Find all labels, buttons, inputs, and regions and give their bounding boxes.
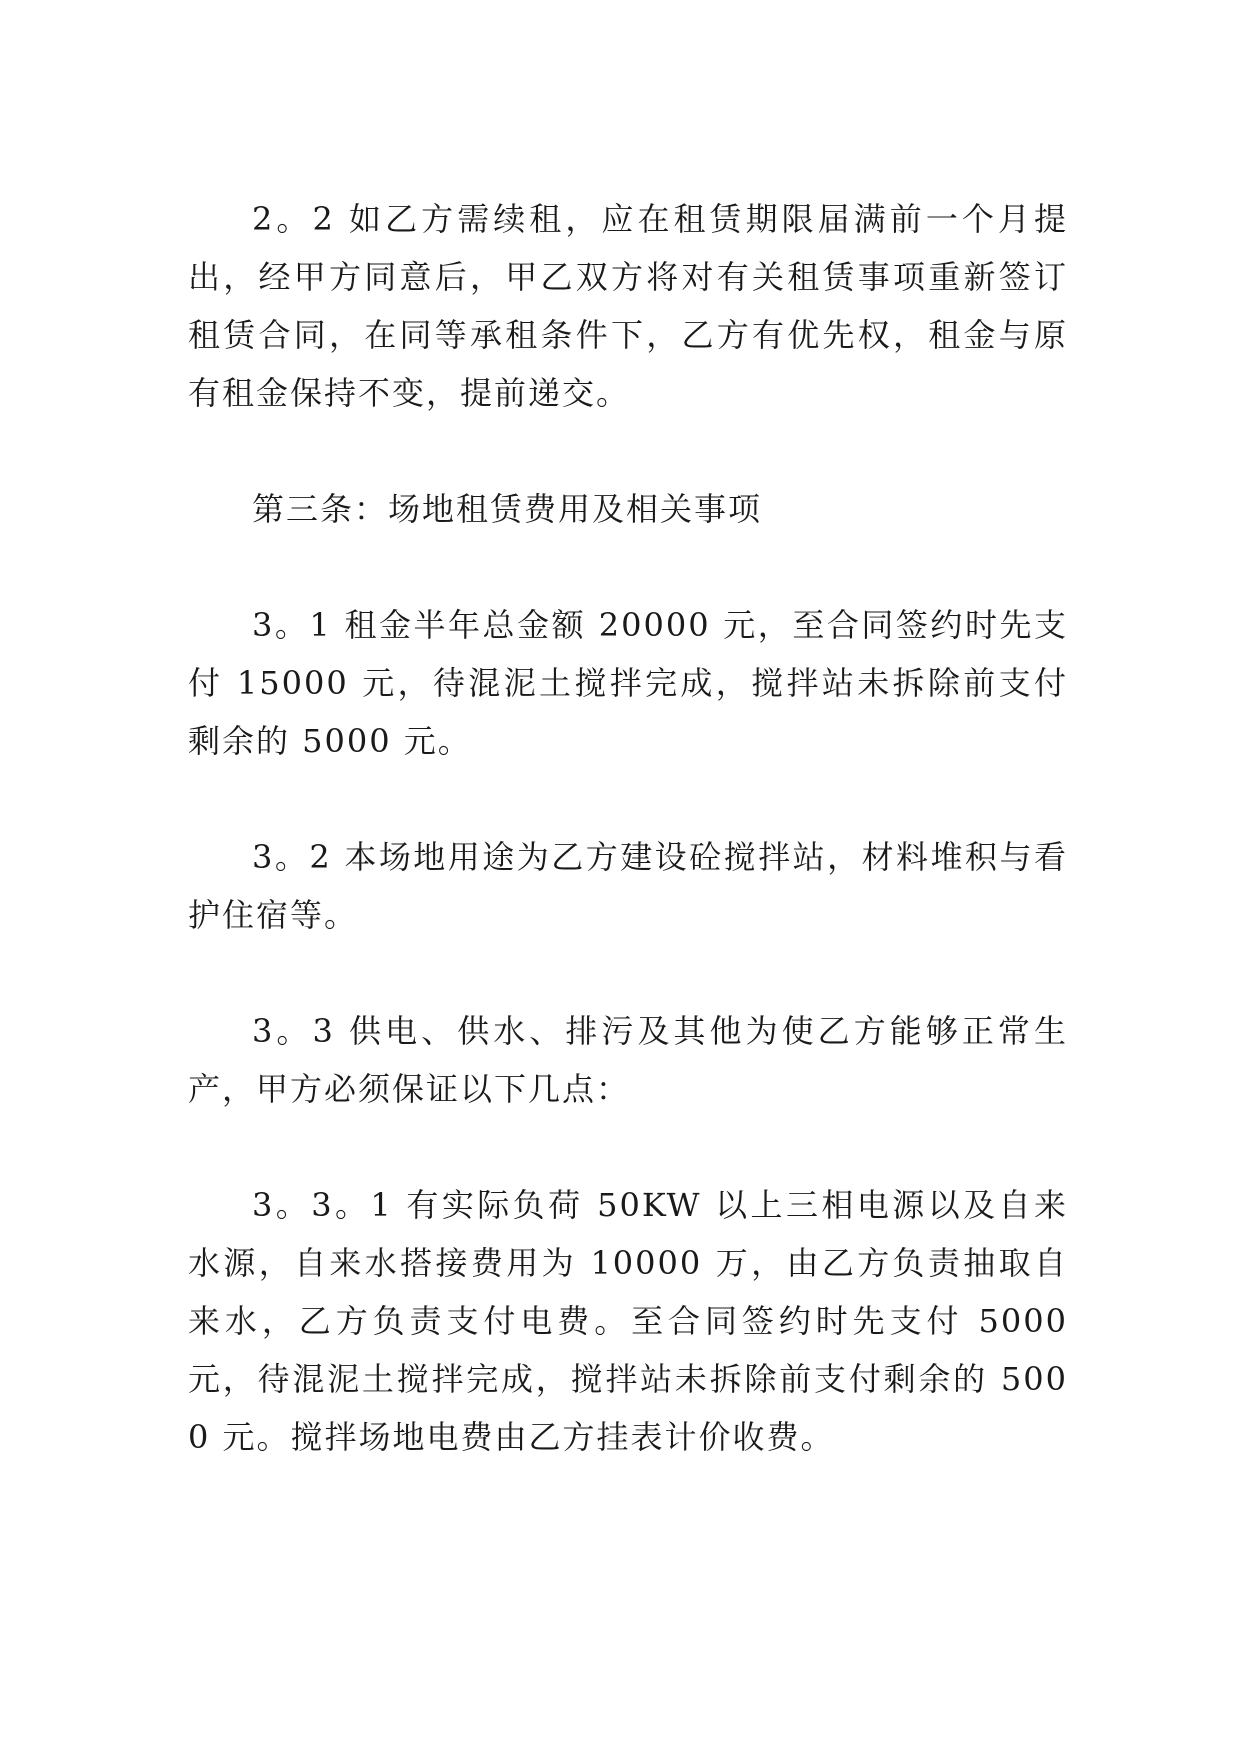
- clause-3-3-1: 3。3。1 有实际负荷 50KW 以上三相电源以及自来水源，自来水搭接费用为 10000 万，由乙方负责抽取自来水，乙方负责支付电费。至合同签约时先支付 5000 元，待混泥土搅拌完成，搅拌站未拆除前支付剩余的 5000 元。搅拌场地电费由乙方挂表计价收费。: [188, 1186, 1068, 1456]
- clause-2-2: 2。2 如乙方需续租，应在租赁期限届满前一个月提出，经甲方同意后，甲乙双方将对有关租赁事项重新签订租赁合同，在同等承租条件下，乙方有优先权，租金与原有租金保持不变，提前递交。: [188, 200, 1068, 412]
- clause-3-2: 3。2 本场地用途为乙方建设砼搅拌站，材料堆积与看护住宿等。: [188, 838, 1068, 934]
- article-3-heading: 第三条：场地租赁费用及相关事项: [252, 490, 763, 528]
- clause-3-3: 3。3 供电、供水、排污及其他为使乙方能够正常生产，甲方必须保证以下几点：: [188, 1012, 1068, 1108]
- document-body: [188, 190, 1068, 1466]
- clause-3-1: 3。1 租金半年总金额 20000 元，至合同签约时先支付 15000 元，待混泥土搅拌完成，搅拌站未拆除前支付剩余的 5000 元。: [188, 606, 1068, 760]
